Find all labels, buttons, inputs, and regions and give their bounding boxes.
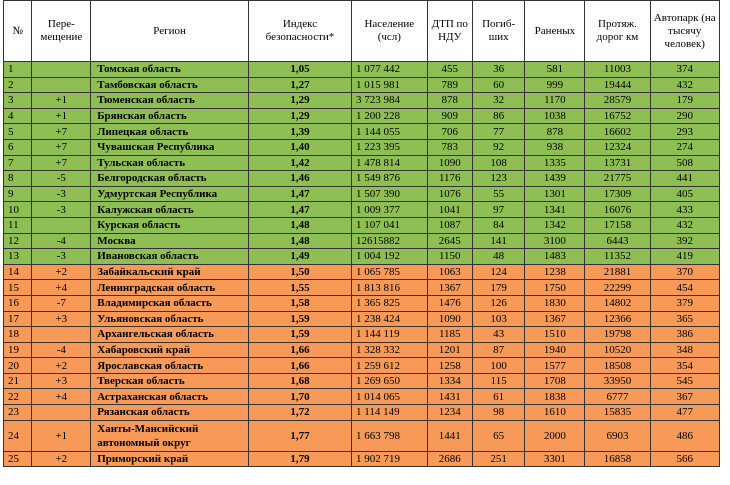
cell-region: Москва [91,233,249,249]
cell-rank: 20 [4,358,32,374]
cell-killed: 92 [472,139,525,155]
cell-safety-index: 1,77 [248,420,351,451]
cell-road-length: 15835 [585,405,650,421]
cell-accidents: 1076 [427,186,472,202]
table-row [4,217,720,233]
cell-population: 1 663 798 [351,420,427,451]
cell-road-length: 10520 [585,342,650,358]
cell-accidents: 1087 [427,217,472,233]
cell-road-length: 16752 [585,108,650,124]
cell-car-park: 179 [650,93,719,109]
cell-car-park: 545 [650,373,719,389]
cell-killed: 179 [472,280,525,296]
cell-car-park: 348 [650,342,719,358]
cell-population: 1 223 395 [351,139,427,155]
header-car-park: Автопарк (на тысячу человек) [650,1,719,62]
table-body [4,62,720,467]
cell-population: 1 065 785 [351,264,427,280]
cell-population: 1 813 816 [351,280,427,296]
cell-region: Хабаровский край [91,342,249,358]
cell-accidents: 909 [427,108,472,124]
cell-move: +2 [32,451,91,467]
cell-rank: 14 [4,264,32,280]
cell-car-park: 486 [650,420,719,451]
cell-killed: 77 [472,124,525,140]
cell-move: +1 [32,93,91,109]
cell-rank: 6 [4,139,32,155]
cell-killed: 100 [472,358,525,374]
cell-injured: 1367 [525,311,585,327]
cell-safety-index: 1,29 [248,93,351,109]
cell-accidents: 1476 [427,295,472,311]
cell-car-park: 392 [650,233,719,249]
cell-road-length: 12324 [585,139,650,155]
cell-accidents: 1258 [427,358,472,374]
cell-road-length: 19444 [585,77,650,93]
cell-car-park: 477 [650,405,719,421]
cell-car-park: 374 [650,62,719,78]
table-row [4,62,720,78]
table-row [4,202,720,218]
cell-road-length: 19798 [585,327,650,343]
table-row [4,311,720,327]
cell-move [32,405,91,421]
cell-road-length: 16602 [585,124,650,140]
cell-population: 12615882 [351,233,427,249]
cell-killed: 65 [472,420,525,451]
table-row [4,327,720,343]
cell-rank: 5 [4,124,32,140]
cell-car-park: 454 [650,280,719,296]
header-row [4,1,720,62]
cell-safety-index: 1,59 [248,327,351,343]
cell-road-length: 6443 [585,233,650,249]
header-injured: Раненых [525,1,585,62]
cell-car-park: 274 [650,139,719,155]
cell-accidents: 1041 [427,202,472,218]
cell-killed: 98 [472,405,525,421]
cell-injured: 938 [525,139,585,155]
cell-killed: 55 [472,186,525,202]
cell-move: +7 [32,139,91,155]
cell-killed: 84 [472,217,525,233]
cell-region: Липецкая область [91,124,249,140]
cell-car-park: 419 [650,249,719,265]
cell-road-length: 6777 [585,389,650,405]
cell-killed: 86 [472,108,525,124]
cell-rank: 8 [4,171,32,187]
cell-injured: 1342 [525,217,585,233]
cell-road-length: 14802 [585,295,650,311]
cell-region: Курская область [91,217,249,233]
header-region: Регион [91,1,249,62]
cell-move: -4 [32,233,91,249]
table-row [4,342,720,358]
table-row [4,389,720,405]
cell-move: +1 [32,420,91,451]
cell-car-park: 433 [650,202,719,218]
cell-road-length: 11003 [585,62,650,78]
cell-region: Ивановская область [91,249,249,265]
cell-population: 1 238 424 [351,311,427,327]
cell-move: +3 [32,311,91,327]
cell-killed: 36 [472,62,525,78]
cell-rank: 24 [4,420,32,451]
cell-injured: 1940 [525,342,585,358]
cell-region: Чувашская Республика [91,139,249,155]
cell-killed: 123 [472,171,525,187]
cell-road-length: 22299 [585,280,650,296]
cell-killed: 87 [472,342,525,358]
cell-car-park: 441 [650,171,719,187]
cell-rank: 18 [4,327,32,343]
cell-rank: 2 [4,77,32,93]
cell-rank: 22 [4,389,32,405]
cell-injured: 1577 [525,358,585,374]
cell-injured: 1830 [525,295,585,311]
cell-car-park: 432 [650,217,719,233]
cell-car-park: 386 [650,327,719,343]
table-row [4,124,720,140]
cell-move: -5 [32,171,91,187]
cell-rank: 1 [4,62,32,78]
cell-accidents: 455 [427,62,472,78]
table-row [4,295,720,311]
cell-road-length: 17309 [585,186,650,202]
cell-injured: 581 [525,62,585,78]
cell-population: 1 077 442 [351,62,427,78]
cell-car-park: 405 [650,186,719,202]
cell-road-length: 13731 [585,155,650,171]
cell-killed: 32 [472,93,525,109]
cell-killed: 141 [472,233,525,249]
cell-region: Владимирская область [91,295,249,311]
cell-car-park: 379 [650,295,719,311]
cell-safety-index: 1,59 [248,311,351,327]
cell-population: 1 259 612 [351,358,427,374]
cell-move: +7 [32,124,91,140]
cell-injured: 1038 [525,108,585,124]
table-row [4,186,720,202]
cell-killed: 126 [472,295,525,311]
cell-population: 1 328 332 [351,342,427,358]
cell-injured: 1510 [525,327,585,343]
cell-population: 1 107 041 [351,217,427,233]
cell-rank: 16 [4,295,32,311]
cell-road-length: 28579 [585,93,650,109]
cell-rank: 12 [4,233,32,249]
cell-injured: 878 [525,124,585,140]
cell-move: -7 [32,295,91,311]
cell-region: Тверская область [91,373,249,389]
cell-move: -3 [32,186,91,202]
cell-population: 1 144 119 [351,327,427,343]
cell-population: 1 144 055 [351,124,427,140]
cell-injured: 1708 [525,373,585,389]
header-move: Пере-мещение [32,1,91,62]
cell-safety-index: 1,47 [248,202,351,218]
cell-population: 1 507 390 [351,186,427,202]
table-row [4,373,720,389]
cell-car-park: 290 [650,108,719,124]
cell-rank: 13 [4,249,32,265]
cell-car-park: 365 [650,311,719,327]
cell-population: 1 114 149 [351,405,427,421]
cell-car-park: 432 [650,77,719,93]
cell-move: +2 [32,358,91,374]
cell-road-length: 21775 [585,171,650,187]
cell-population: 1 009 377 [351,202,427,218]
cell-accidents: 1334 [427,373,472,389]
cell-injured: 1610 [525,405,585,421]
cell-injured: 1335 [525,155,585,171]
cell-safety-index: 1,40 [248,139,351,155]
cell-injured: 1238 [525,264,585,280]
table-row [4,93,720,109]
cell-killed: 251 [472,451,525,467]
table-row [4,249,720,265]
table-row [4,280,720,296]
cell-accidents: 1431 [427,389,472,405]
cell-rank: 17 [4,311,32,327]
safety-index-table [3,0,720,467]
cell-injured: 1483 [525,249,585,265]
cell-rank: 4 [4,108,32,124]
cell-population: 1 014 065 [351,389,427,405]
cell-killed: 48 [472,249,525,265]
cell-safety-index: 1,68 [248,373,351,389]
table-row [4,405,720,421]
cell-safety-index: 1,46 [248,171,351,187]
cell-region: Тюменская область [91,93,249,109]
cell-injured: 1750 [525,280,585,296]
cell-safety-index: 1,79 [248,451,351,467]
cell-accidents: 1234 [427,405,472,421]
cell-move [32,77,91,93]
cell-safety-index: 1,66 [248,358,351,374]
cell-move [32,62,91,78]
cell-population: 1 902 719 [351,451,427,467]
table-row [4,139,720,155]
cell-killed: 97 [472,202,525,218]
cell-region: Белгородская область [91,171,249,187]
cell-rank: 3 [4,93,32,109]
cell-killed: 43 [472,327,525,343]
header-killed: Погиб-ших [472,1,525,62]
cell-safety-index: 1,55 [248,280,351,296]
cell-region: Тамбовская область [91,77,249,93]
cell-rank: 7 [4,155,32,171]
header-road-length: Протяж. дорог км [585,1,650,62]
cell-rank: 11 [4,217,32,233]
cell-injured: 1170 [525,93,585,109]
cell-road-length: 6903 [585,420,650,451]
header-accidents: ДТП по НДУ [427,1,472,62]
cell-accidents: 783 [427,139,472,155]
cell-move: +1 [32,108,91,124]
cell-accidents: 1150 [427,249,472,265]
cell-rank: 25 [4,451,32,467]
cell-car-park: 370 [650,264,719,280]
cell-safety-index: 1,48 [248,233,351,249]
cell-region: Архангельская область [91,327,249,343]
cell-road-length: 33950 [585,373,650,389]
cell-move: +2 [32,264,91,280]
cell-injured: 3100 [525,233,585,249]
header-safety-index: Индекс безопасности* [248,1,351,62]
table-row [4,451,720,467]
cell-accidents: 1090 [427,311,472,327]
cell-accidents: 1201 [427,342,472,358]
cell-region: Рязанская область [91,405,249,421]
cell-road-length: 21881 [585,264,650,280]
cell-move: -3 [32,249,91,265]
table-row [4,264,720,280]
cell-safety-index: 1,50 [248,264,351,280]
cell-population: 3 723 984 [351,93,427,109]
cell-region: Приморский край [91,451,249,467]
cell-road-length: 16858 [585,451,650,467]
cell-killed: 108 [472,155,525,171]
cell-population: 1 269 650 [351,373,427,389]
cell-road-length: 11352 [585,249,650,265]
cell-safety-index: 1,27 [248,77,351,93]
cell-accidents: 1441 [427,420,472,451]
cell-region: Тульская область [91,155,249,171]
cell-move: +3 [32,373,91,389]
cell-region: Удмуртская Республика [91,186,249,202]
cell-move: -4 [32,342,91,358]
table-row [4,77,720,93]
cell-region: Забайкальский край [91,264,249,280]
cell-region: Ленинградская область [91,280,249,296]
cell-rank: 19 [4,342,32,358]
cell-accidents: 878 [427,93,472,109]
cell-killed: 124 [472,264,525,280]
cell-region: Брянская область [91,108,249,124]
cell-population: 1 200 228 [351,108,427,124]
cell-rank: 21 [4,373,32,389]
cell-car-park: 354 [650,358,719,374]
cell-accidents: 2645 [427,233,472,249]
cell-injured: 3301 [525,451,585,467]
cell-accidents: 1185 [427,327,472,343]
cell-safety-index: 1,39 [248,124,351,140]
cell-accidents: 789 [427,77,472,93]
cell-road-length: 17158 [585,217,650,233]
cell-safety-index: 1,72 [248,405,351,421]
table-row [4,171,720,187]
cell-rank: 9 [4,186,32,202]
cell-rank: 10 [4,202,32,218]
cell-car-park: 508 [650,155,719,171]
cell-rank: 23 [4,405,32,421]
cell-region: Ульяновская область [91,311,249,327]
cell-safety-index: 1,58 [248,295,351,311]
cell-car-park: 367 [650,389,719,405]
cell-killed: 61 [472,389,525,405]
cell-safety-index: 1,49 [248,249,351,265]
cell-safety-index: 1,66 [248,342,351,358]
cell-region: Томская область [91,62,249,78]
cell-move [32,217,91,233]
cell-safety-index: 1,47 [248,186,351,202]
cell-injured: 1341 [525,202,585,218]
cell-road-length: 12366 [585,311,650,327]
cell-move: +4 [32,280,91,296]
cell-population: 1 549 876 [351,171,427,187]
table-row [4,420,720,451]
header-population: Население (чсл) [351,1,427,62]
cell-move: +7 [32,155,91,171]
cell-safety-index: 1,42 [248,155,351,171]
cell-safety-index: 1,48 [248,217,351,233]
cell-road-length: 18508 [585,358,650,374]
cell-population: 1 004 192 [351,249,427,265]
cell-region: Астраханская область [91,389,249,405]
cell-move: -3 [32,202,91,218]
cell-safety-index: 1,29 [248,108,351,124]
header-rank: № [4,1,32,62]
cell-region: Ярославская область [91,358,249,374]
cell-car-park: 566 [650,451,719,467]
cell-region: Ханты-Мансийский автономный округ [91,420,249,451]
cell-move [32,327,91,343]
cell-injured: 1439 [525,171,585,187]
cell-accidents: 1063 [427,264,472,280]
cell-safety-index: 1,05 [248,62,351,78]
cell-accidents: 1367 [427,280,472,296]
cell-killed: 115 [472,373,525,389]
table-row [4,155,720,171]
cell-accidents: 2686 [427,451,472,467]
cell-accidents: 1090 [427,155,472,171]
cell-move: +4 [32,389,91,405]
cell-rank: 15 [4,280,32,296]
table-row [4,233,720,249]
cell-injured: 2000 [525,420,585,451]
cell-injured: 1838 [525,389,585,405]
table-row [4,358,720,374]
cell-population: 1 015 981 [351,77,427,93]
cell-killed: 103 [472,311,525,327]
cell-injured: 999 [525,77,585,93]
cell-population: 1 478 814 [351,155,427,171]
cell-region: Калужская область [91,202,249,218]
cell-accidents: 1176 [427,171,472,187]
cell-accidents: 706 [427,124,472,140]
cell-population: 1 365 825 [351,295,427,311]
cell-road-length: 16076 [585,202,650,218]
cell-safety-index: 1,70 [248,389,351,405]
cell-car-park: 293 [650,124,719,140]
cell-injured: 1301 [525,186,585,202]
table-row [4,108,720,124]
cell-killed: 60 [472,77,525,93]
